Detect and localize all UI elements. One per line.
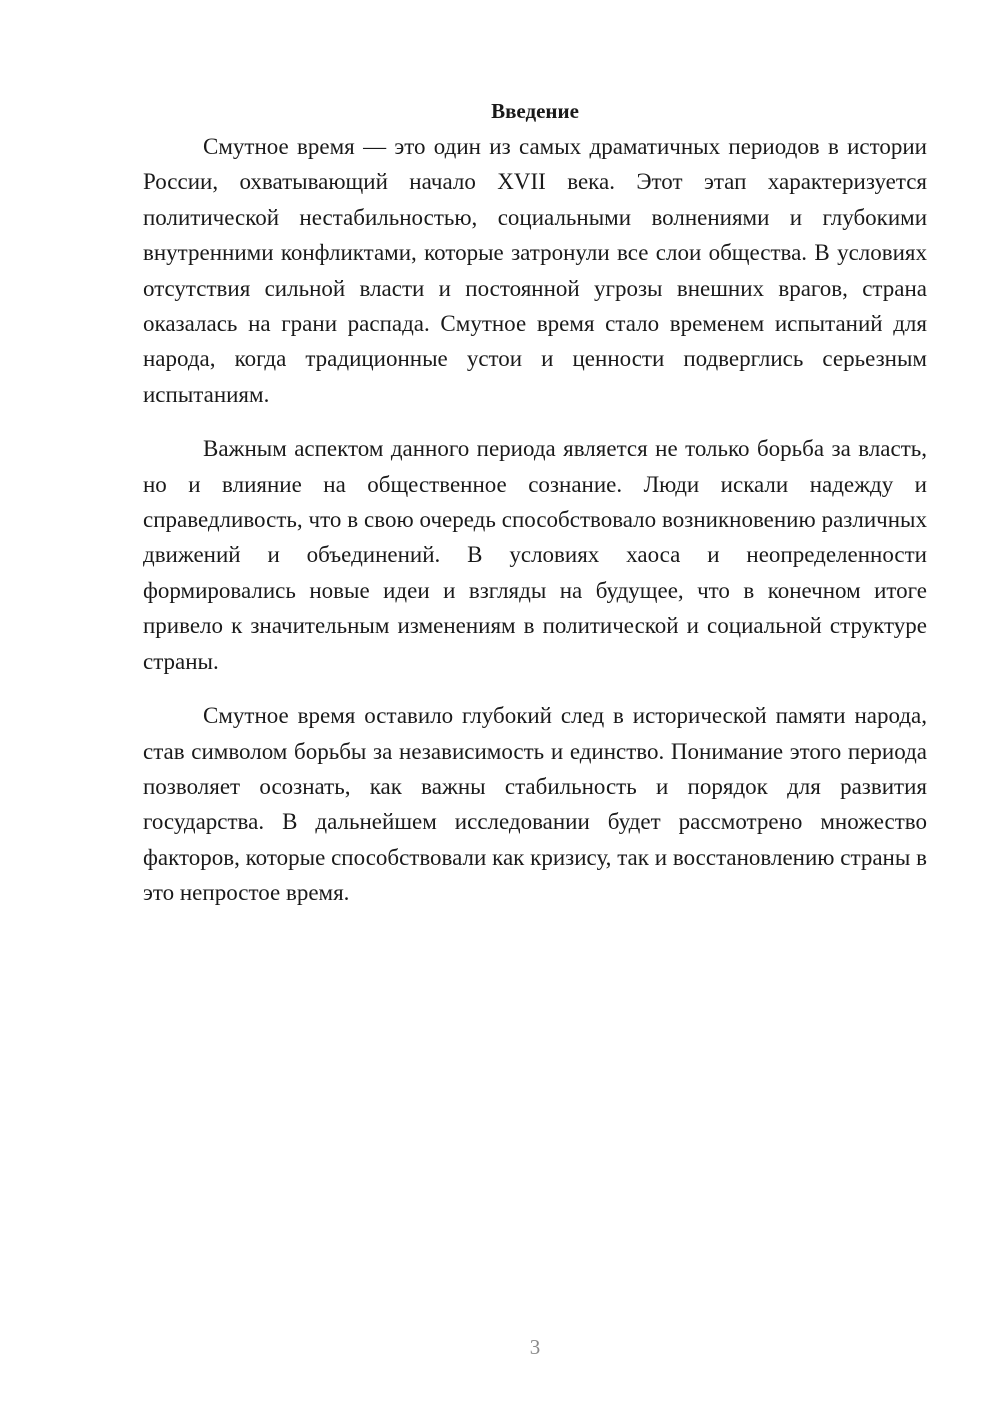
paragraph-2: Важным аспектом данного периода является не только борьба за власть, но и влияние на общественное сознание. Люди искали надежду и справедливость, что в свою очередь способствовало возникновению различных движений и объединений. В условиях хаоса и неопределенности формировались новые идеи и взгляды на будущее, что в конечном итоге привело к значительным изменениям в политической и социальной структуре страны. bbox=[143, 436, 927, 674]
document-body bbox=[143, 94, 927, 911]
paragraph-3: Смутное время оставило глубокий след в исторической памяти народа, став символом борьбы за независимость и единство. Понимание этого периода позволяет осознать, как важны стабильность и порядок для развития государства. В дальнейшем исследовании будет рассмотрено множество факторов, которые способствовали как кризису, так и восстановлению страны в это непростое время. bbox=[143, 703, 927, 906]
page-number: 3 bbox=[529, 1335, 541, 1359]
section-title: Введение bbox=[491, 99, 579, 123]
paragraph-1: Смутное время — это один из самых драматичных периодов в истории России, охватывающий начало XVII века. Этот этап характеризуется политической нестабильностью, социальными волнениями и глубокими внутренними конфликтами, которые затронули все слои общества. В условиях отсутствия сильной власти и постоянной угрозы внешних врагов, страна оказалась на грани распада. Смутное время стало временем испытаний для народа, когда традиционные устои и ценности подверглись серьезным испытаниям. bbox=[143, 134, 927, 407]
